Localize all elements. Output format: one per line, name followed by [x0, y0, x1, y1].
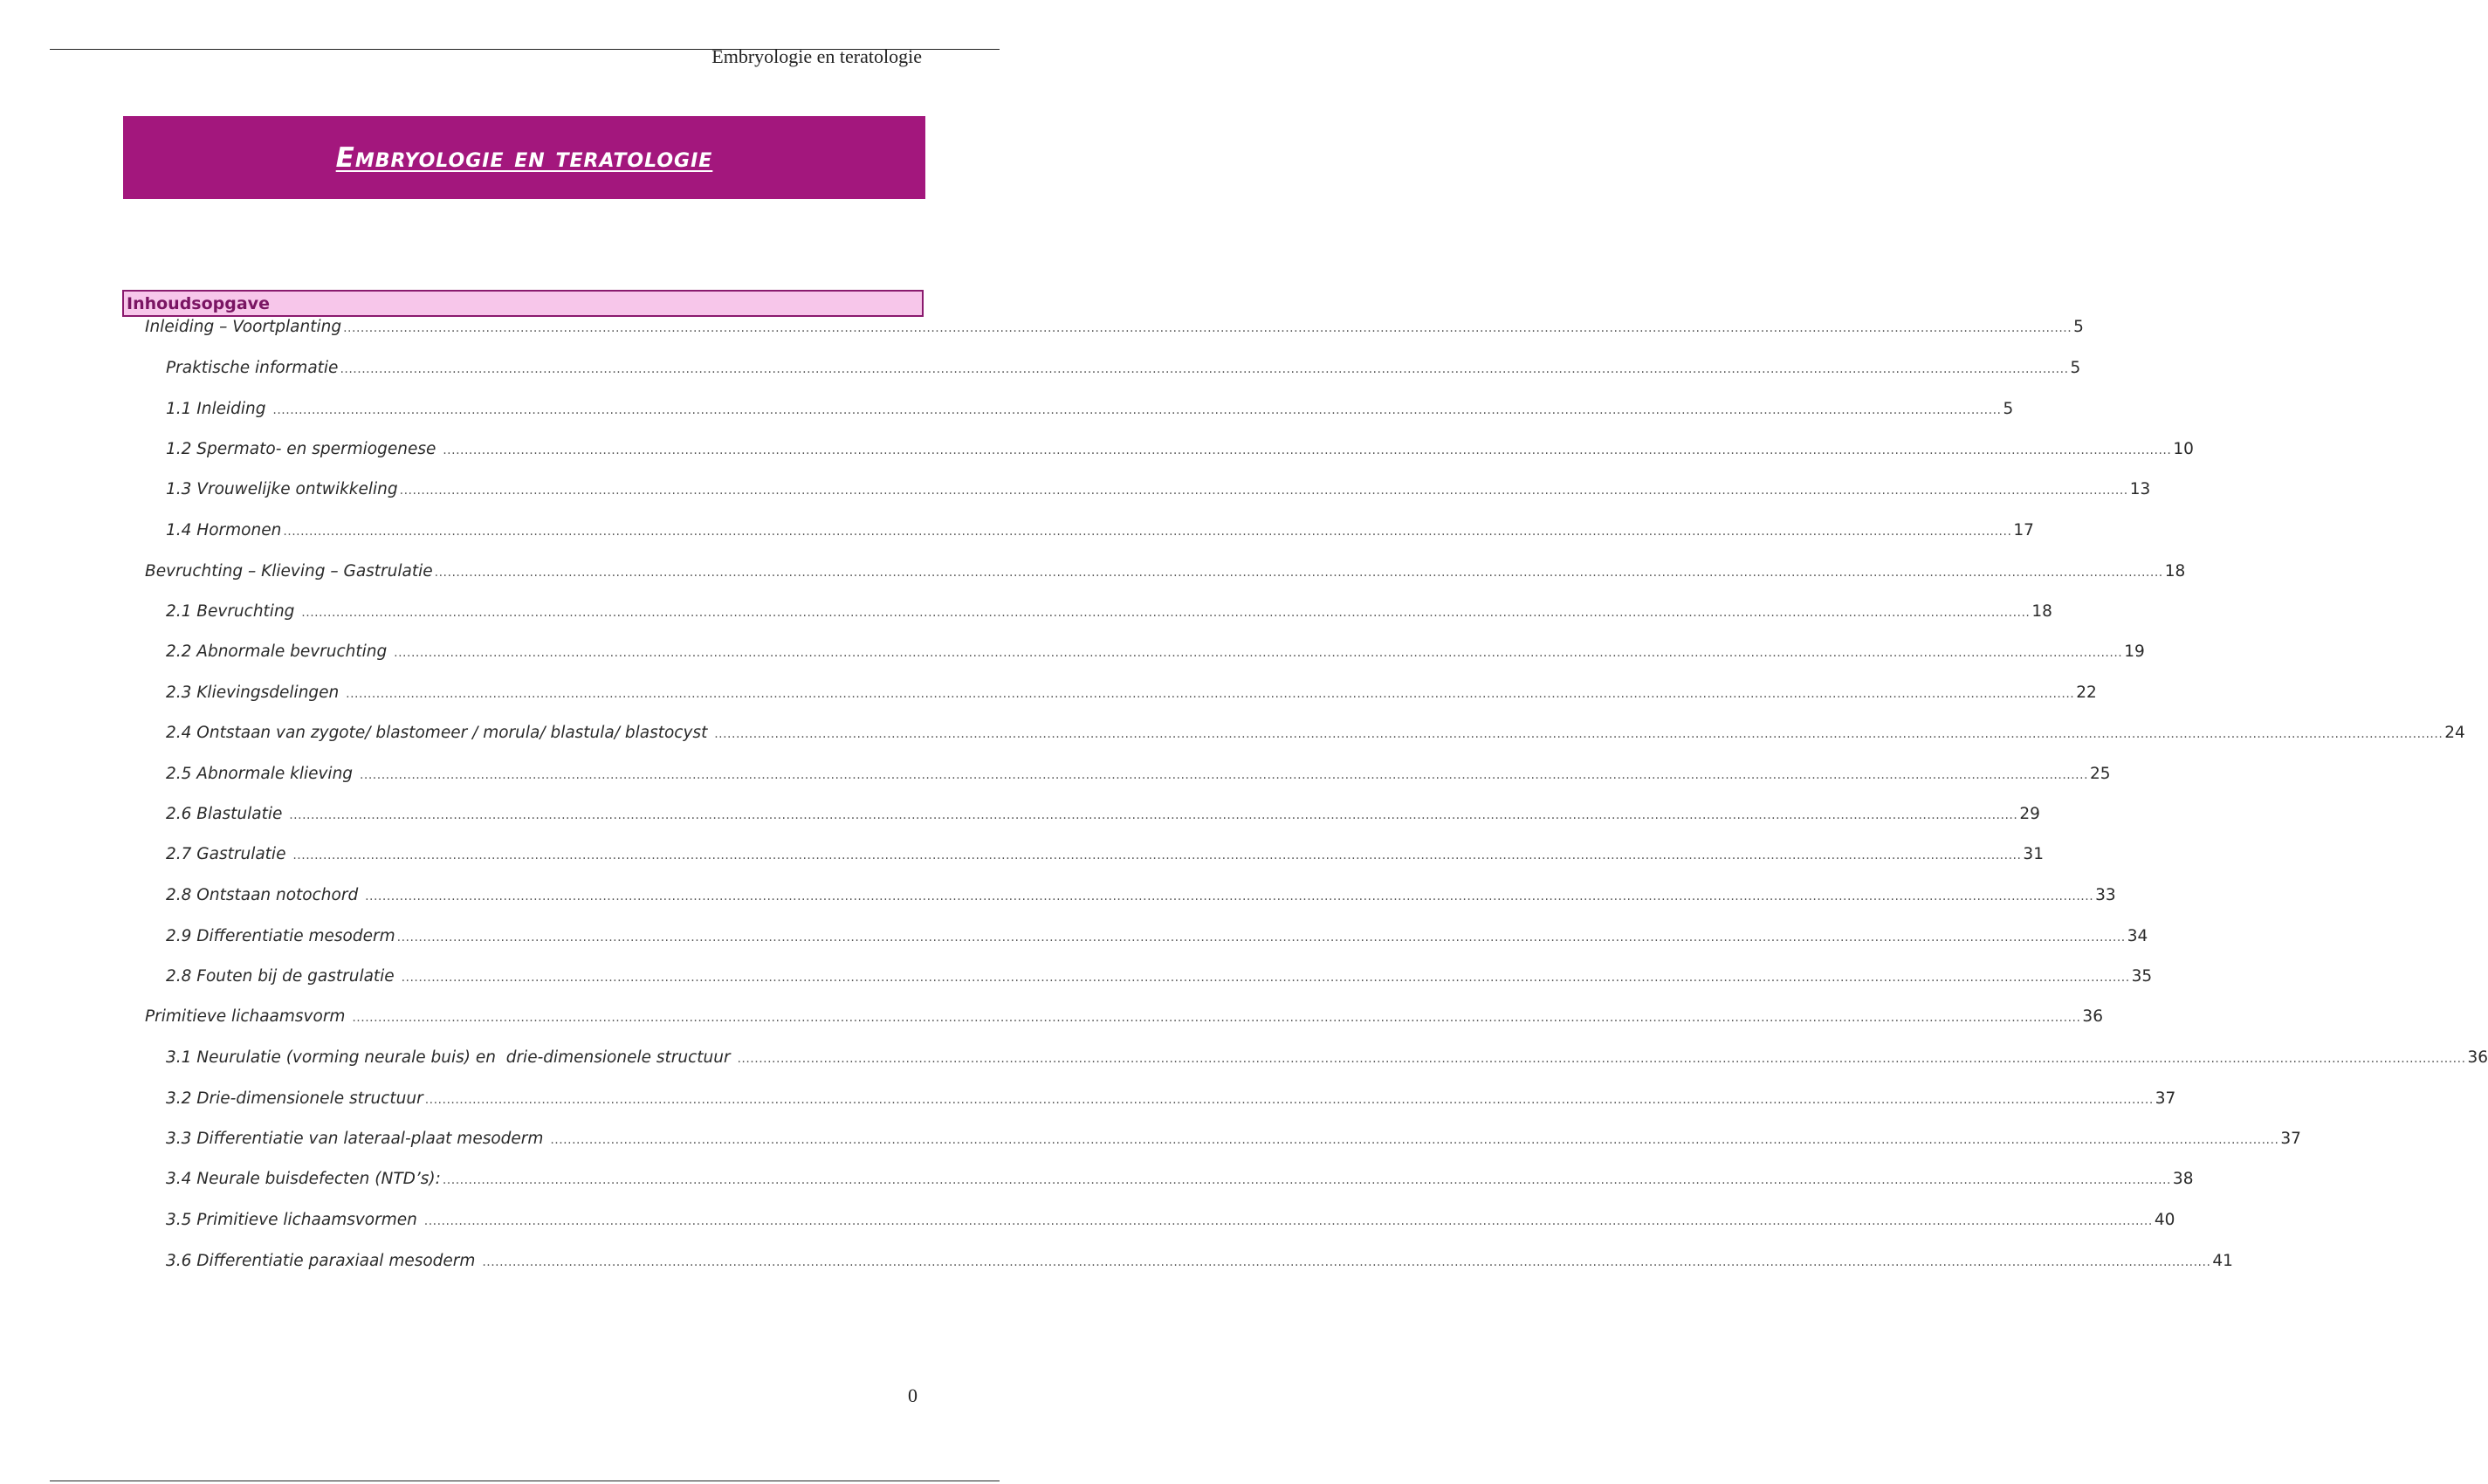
toc-entry-page: 5 [2003, 400, 2014, 418]
toc-entry-page: 10 [2173, 440, 2194, 458]
toc-entry-title: 2.8 Fouten bij de gastrulatie [166, 967, 400, 986]
toc-entry[interactable] [166, 1170, 2194, 1196]
toc-dot-leader: ................................................................................................................................................................................................................................................................................................................................................................................................................ [443, 443, 2172, 457]
toc-entry[interactable] [166, 805, 2040, 831]
toc-dot-leader: ................................................................................................................................................................................................................................................................................................................................................................................................................ [343, 321, 2072, 335]
page-number: 0 [908, 1384, 918, 1406]
toc-dot-leader: ................................................................................................................................................................................................................................................................................................................................................................................................................ [365, 890, 2094, 903]
toc-dot-leader: ................................................................................................................................................................................................................................................................................................................................................................................................................ [272, 403, 2002, 417]
toc-entry-page: 36 [2082, 1007, 2103, 1026]
toc-dot-leader: ................................................................................................................................................................................................................................................................................................................................................................................................................ [401, 971, 2130, 985]
toc-entry-title: 1.3 Vrouwelijke ontwikkeling [166, 480, 398, 498]
toc-entry[interactable] [166, 642, 2145, 669]
toc-entry-page: 19 [2124, 642, 2145, 661]
toc-entry-title: 3.3 Differentiatie van lateraal-plaat mesoderm [166, 1130, 549, 1148]
toc-entry-page: 38 [2172, 1170, 2194, 1188]
running-header: Embryologie en teratologie [711, 45, 922, 67]
toc-dot-leader: ................................................................................................................................................................................................................................................................................................................................................................................................................ [292, 848, 2022, 862]
toc-entry-page: 41 [2212, 1252, 2233, 1270]
toc-entry-title: Primitieve lichaamsvorm [145, 1007, 351, 1026]
toc-entry-title: 3.4 Neurale buisdefecten (NTD’s): [166, 1170, 441, 1188]
toc-entry-title: 2.9 Differentiatie mesoderm [166, 927, 395, 945]
toc-entry[interactable] [166, 1048, 2488, 1075]
toc-entry[interactable] [166, 967, 2153, 993]
toc-dot-leader: ................................................................................................................................................................................................................................................................................................................................................................................................................ [352, 1011, 2081, 1025]
toc-entry-page: 33 [2095, 886, 2116, 904]
toc-entry-page: 22 [2076, 684, 2097, 702]
toc-entry[interactable] [166, 845, 2044, 871]
toc-entry-page: 37 [2155, 1089, 2176, 1108]
toc-entry[interactable] [166, 724, 2465, 750]
toc-dot-leader: ................................................................................................................................................................................................................................................................................................................................................................................................................ [714, 727, 2443, 741]
toc-dot-leader: ................................................................................................................................................................................................................................................................................................................................................................................................................ [423, 1214, 2153, 1228]
toc-dot-leader: ................................................................................................................................................................................................................................................................................................................................................................................................................ [482, 1255, 2211, 1269]
toc-entry[interactable] [145, 318, 2084, 344]
toc-dot-leader: ................................................................................................................................................................................................................................................................................................................................................................................................................ [394, 646, 2123, 660]
toc-heading-box [122, 290, 924, 317]
toc-entry-title: 1.1 Inleiding [166, 400, 271, 418]
toc-dot-leader: ................................................................................................................................................................................................................................................................................................................................................................................................................ [289, 808, 2018, 822]
toc-entry-page: 35 [2131, 967, 2153, 986]
toc-entry-page: 24 [2444, 724, 2465, 742]
toc-entry-page: 37 [2280, 1130, 2301, 1148]
toc-dot-leader: ................................................................................................................................................................................................................................................................................................................................................................................................................ [399, 484, 2128, 498]
toc-dot-leader: ................................................................................................................................................................................................................................................................................................................................................................................................................ [346, 687, 2075, 701]
title-banner [123, 116, 925, 199]
toc-entry-title: 1.2 Spermato- en spermiogenese [166, 440, 442, 458]
toc-entry-title: 3.2 Drie-dimensionele structuur [166, 1089, 423, 1108]
toc-dot-leader: ................................................................................................................................................................................................................................................................................................................................................................................................................ [359, 768, 2089, 782]
toc-dot-leader: ................................................................................................................................................................................................................................................................................................................................................................................................................ [424, 1093, 2154, 1107]
toc-entry-page: 29 [2019, 805, 2040, 823]
toc-entry-page: 5 [2070, 359, 2081, 377]
toc-entry-title: 1.4 Hormonen [166, 521, 282, 539]
toc-entry[interactable] [166, 886, 2116, 912]
toc-entry-page: 18 [2031, 602, 2052, 621]
toc-entry-title: 2.6 Blastulatie [166, 805, 288, 823]
toc-dot-leader: ................................................................................................................................................................................................................................................................................................................................................................................................................ [396, 931, 2126, 945]
toc-entry-page: 40 [2154, 1211, 2175, 1229]
toc-entry-page: 34 [2127, 927, 2148, 945]
toc-entry[interactable] [166, 400, 2014, 426]
toc-entry-title: 3.1 Neurulatie (vorming neurale buis) en drie-dimensionele structuur [166, 1048, 736, 1067]
toc-entry[interactable] [145, 562, 2186, 588]
toc-entry[interactable] [166, 602, 2052, 629]
toc-dot-leader: ................................................................................................................................................................................................................................................................................................................................................................................................................ [301, 606, 2031, 620]
toc-entry[interactable] [166, 480, 2151, 506]
toc-dot-leader: ................................................................................................................................................................................................................................................................................................................................................................................................................ [283, 525, 2012, 539]
toc-entry-title: Praktische informatie [166, 359, 339, 377]
toc-entry[interactable] [166, 521, 2034, 547]
toc-entry-title: 2.8 Ontstaan notochord [166, 886, 364, 904]
toc-dot-leader: ................................................................................................................................................................................................................................................................................................................................................................................................................ [340, 362, 2069, 376]
toc-entry-page: 25 [2090, 765, 2111, 783]
toc-heading: Inhoudsopgave [127, 293, 270, 313]
toc-entry-title: 3.6 Differentiatie paraxiaal mesoderm [166, 1252, 481, 1270]
toc-entry-title: 2.1 Bevruchting [166, 602, 300, 621]
toc-entry-title: Inleiding – Voortplanting [145, 318, 342, 336]
toc-entry[interactable] [166, 927, 2148, 953]
toc-entry[interactable] [166, 1089, 2176, 1116]
toc-entry-page: 13 [2129, 480, 2151, 498]
toc-entry-title: 2.2 Abnormale bevruchting [166, 642, 393, 661]
toc-entry[interactable] [166, 440, 2194, 466]
toc-entry[interactable] [166, 1130, 2301, 1156]
toc-entry[interactable] [166, 1211, 2175, 1237]
toc-entry-title: 2.4 Ontstaan van zygote/ blastomeer / morula/ blastula/ blastocyst [166, 724, 713, 742]
toc-entry-title: Bevruchting – Klieving – Gastrulatie [145, 562, 433, 581]
toc-entry-title: 3.5 Primitieve lichaamsvormen [166, 1211, 423, 1229]
toc-entry-page: 5 [2073, 318, 2084, 336]
toc-entry-page: 31 [2023, 845, 2044, 863]
document-title: Embryologie en teratologie [335, 141, 713, 174]
toc-entry[interactable] [166, 1252, 2233, 1278]
toc-entry-page: 17 [2013, 521, 2034, 539]
toc-dot-leader: ................................................................................................................................................................................................................................................................................................................................................................................................................ [737, 1052, 2466, 1066]
toc-entry-title: 2.5 Abnormale klieving [166, 765, 358, 783]
toc-entry[interactable] [145, 1007, 2103, 1034]
toc-dot-leader: ................................................................................................................................................................................................................................................................................................................................................................................................................ [550, 1133, 2279, 1147]
toc-dot-leader: ................................................................................................................................................................................................................................................................................................................................................................................................................ [442, 1173, 2171, 1187]
toc-entry[interactable] [166, 765, 2111, 791]
toc-entry-page: 36 [2467, 1048, 2488, 1067]
toc-dot-leader: ................................................................................................................................................................................................................................................................................................................................................................................................................ [434, 566, 2163, 580]
toc-entry-page: 18 [2164, 562, 2186, 581]
toc-entry[interactable] [166, 684, 2097, 710]
toc-entry-title: 2.3 Klievingsdelingen [166, 684, 345, 702]
toc-entry-title: 2.7 Gastrulatie [166, 845, 292, 863]
toc-entry[interactable] [166, 359, 2081, 385]
